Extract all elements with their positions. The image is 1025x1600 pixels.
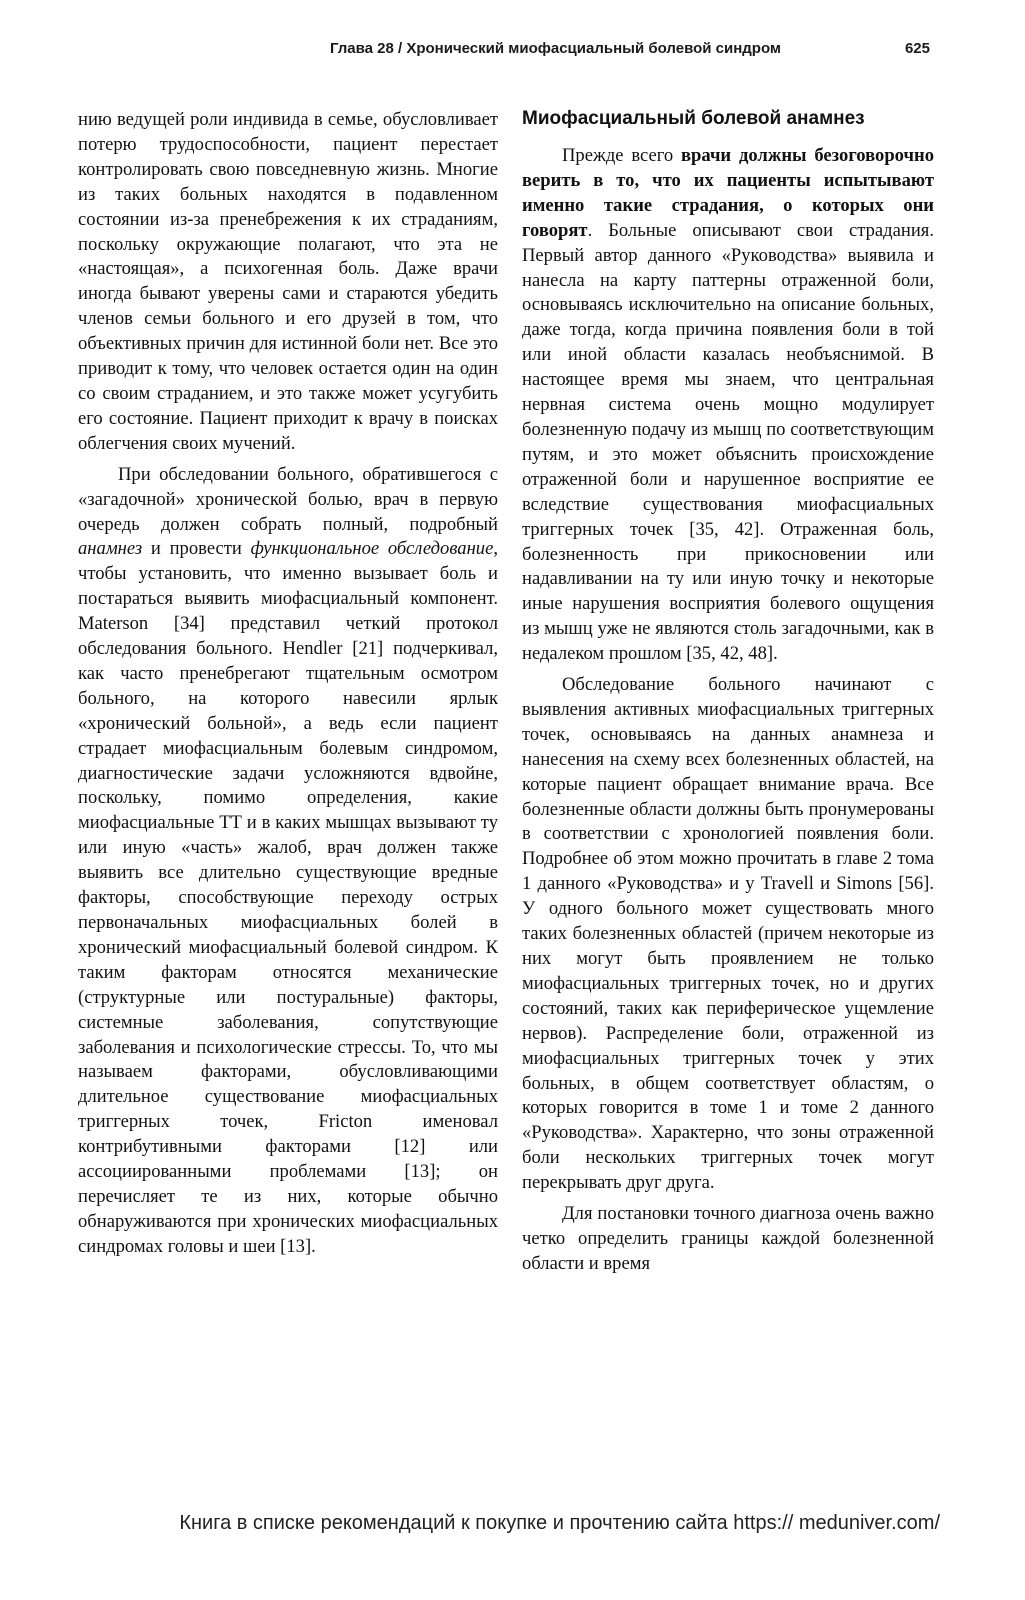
page-number: 625 xyxy=(904,40,930,57)
running-head xyxy=(330,40,930,57)
left-column xyxy=(78,108,498,1260)
paragraph: Обследование больного начинают с выявления активных миофасциальных триггерных точек, основываясь на данных анамнеза и нанесения на схему всех болезненных областей, на которые пациент обращает внимание врача. Все болезненные области должны быть пронумерованы в соответствии с хронологией появления боли. Подробнее об этом можно прочитать в главе 2 тома 1 данного «Руководства» и у Travell и Simons [56]. У одного больного может существовать много таких болезненных областей (причем некоторые из них могут быть проявлением не только миофасциальных триггерных точек, но и других состояний, таких как периферическое ущемление нервов). Распределение боли, отраженной из миофасциальных триггерных точек у этих больных, в общем соответствует областям, о которых говорится в томе 1 и томе 2 данного «Руководства». Характерно, что зоны отраженной боли нескольких триггерных точек могут перекрывать друг друга. xyxy=(522,674,934,1194)
text-run: Прежде всего xyxy=(562,145,682,166)
paragraph: Для постановки точного диагноза очень важно четко определить границы каждой болезненной области и время xyxy=(522,1203,934,1274)
right-column xyxy=(522,108,934,1277)
text-run: и провести xyxy=(142,538,251,560)
italic-term: анамнез xyxy=(78,538,143,560)
section-heading: Миофасциальный болевой анамнез xyxy=(522,108,865,129)
text-run: . Больные описывают свои страдания. Первый автор данного «Руководства» выявила и нанесла на карту паттерны отраженной боли, основываясь исключительно на описание больных, даже тогда, когда причина появления боли в той или иной области казалась необъяснимой. В настоящее время мы знаем, что центральная нервная система очень мощно модулирует болезненную подачу из мышц по соответствующим путям, и это может объяснить происхождение отраженной боли и нарушенное восприятие ее вследствие существования миофасциальных триггерных точек [35, 42]. Отраженная боль, болезненность при прикосновении или надавливании на ту или иную точку и некоторые иные нарушения восприятия болевого ощущения из мышц уже не являются столь загадочными, как в недалеком прошлом [35, 42, 48]. xyxy=(522,219,934,665)
paragraph: нию ведущей роли индивида в семье, обусловливает потерю трудоспособности, пациент перестает контролировать свою повседневную жизнь. Многие из таких больных находятся в подавленном состоянии из-за пренебрежения к их страданиям, поскольку окружающие полагают, что эта не «настоящая», а психогенная боль. Даже врачи иногда бывают уверены сами и стараются убедить членов семьи больного и его друзей в том, что объективных причин для истинной боли нет. Все это приводит к тому, что человек остается один на один со своим страданием, и это также может усугубить его состояние. Пациент приходит к врачу в поисках облегчения своих мучений. xyxy=(78,109,498,454)
bold-text: врачи должны безоговорочно верить в то, что их пациенты испытывают именно такие страдания, о которых они говорят xyxy=(522,145,934,241)
chapter-title: Глава 28 / Хронический миофасциальный болевой синдром xyxy=(330,40,782,57)
paragraph xyxy=(522,144,934,667)
paragraph xyxy=(78,463,498,1260)
text-run: , чтобы установить, что именно вызывает боль и постараться выявить миофасциальный компонент. Materson [34] представил четкий протокол обследования больного. Hendler [21] подчеркивал, как часто пренебрегают тщательным осмотром больного, на которого навесили ярлык «хронический больной», а ведь если пациент страдает миофасциальным болевым синдромом, диагностические задачи усложняются вдвойне, поскольку, помимо определения, какие миофасциальные ТТ и в каких мышцах вызывают ту или иную «часть» жалоб, врач должен также выявить все длительно существующие вредные факторы, способствующие переходу острых первоначальных миофасциальных болей в хронический миофасциальный болевой синдром. К таким факторам относятся механические (структурные или постуральные) факторы, системные заболевания, сопутствующие заболевания и психологические стрессы. То, что мы называем факторами, обусловливающими длительное существование миофасциальных триггерных точек, Fricton именовал контрибутивными факторами [12] или ассоциированными проблемами [13]; он перечисляет те из них, которые обычно обнаруживаются при хронических миофасциальных синдромах головы и шеи [13]. xyxy=(78,538,499,1257)
italic-term: функциональное обследование xyxy=(250,538,494,560)
text-run: При обследовании больного, обратившегося с «загадочной» хронической болью, врач в первую очередь должен собрать полный, подробный xyxy=(78,463,498,535)
watermark-text: Книга в списке рекомендаций к покупке и прочтению сайта https:// meduniver.com/ xyxy=(179,1512,940,1534)
